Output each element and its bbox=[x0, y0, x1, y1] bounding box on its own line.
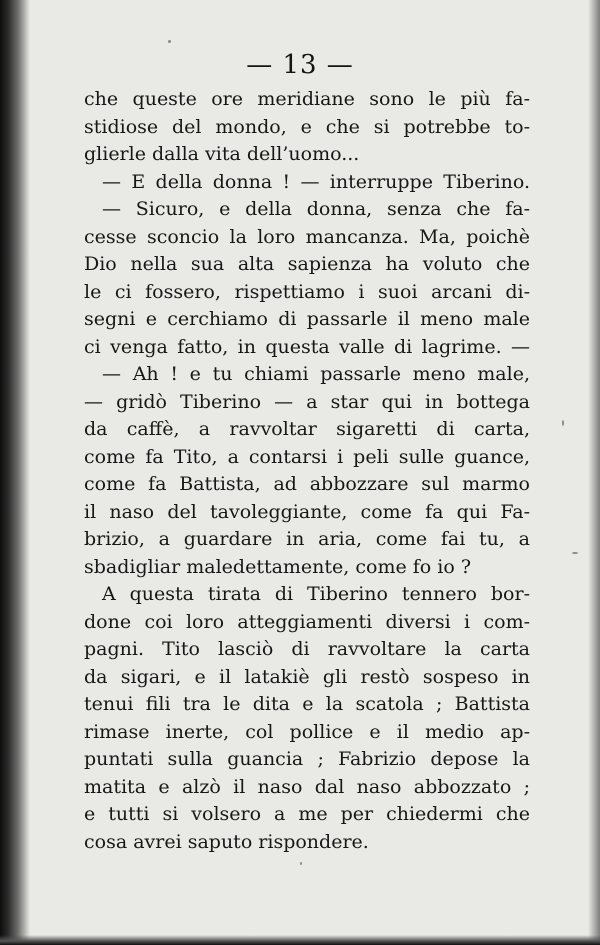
text-line: le ci fossero, rispettiamo i suoi arcani di- bbox=[84, 280, 530, 303]
text-line: ci venga fatto, in questa valle di lagrime. — bbox=[84, 335, 530, 358]
text-line: Dio nella sua alta sapienza ha voluto che bbox=[84, 253, 530, 275]
text-line: e tutti si volsero a me per chiedermi che bbox=[84, 803, 530, 825]
text-line: come fa Battista, ad abbozzare sul marmo bbox=[84, 473, 530, 495]
text-line: matita e alzò il naso dal naso abbozzato ; bbox=[84, 775, 530, 798]
text-line: brizio, a guardare in aria, come fai tu, a bbox=[84, 528, 530, 550]
text-line: il naso del tavoleggiante, come fa qui Fa- bbox=[84, 500, 530, 523]
text-line: segni e cerchiamo di passarle il meno male bbox=[84, 308, 530, 330]
text-line: — gridò Tiberino — a star qui in bottega bbox=[84, 390, 530, 413]
text-line: — Sicuro, e della donna, senza che fa- bbox=[102, 198, 530, 220]
text-line: da caffè, a ravvoltar sigaretti di carta, bbox=[84, 418, 530, 440]
text-line: A questa tirata di Tiberino tennero bor- bbox=[102, 583, 530, 605]
text-line: che queste ore meridiane sono le più fa- bbox=[84, 88, 530, 110]
text-line: tenui fili tra le dita e la scatola ; Battista bbox=[84, 693, 530, 715]
paper-speck bbox=[572, 552, 578, 554]
text-line: da sigari, e il latakiè gli restò sospeso in bbox=[84, 665, 530, 688]
text-line: puntati sulla guancia ; Fabrizio depose la bbox=[84, 748, 530, 770]
text-line: — E della donna ! — interruppe Tiberino. bbox=[102, 170, 530, 193]
binding-shadow bbox=[0, 0, 30, 945]
text-line: cosa avrei saputo rispondere. bbox=[84, 830, 369, 853]
body-text bbox=[84, 86, 530, 856]
paper-speck bbox=[300, 862, 302, 865]
paper-speck bbox=[562, 420, 564, 426]
text-line: done coi loro atteggiamenti diversi i com- bbox=[84, 610, 530, 633]
text-line: sbadigliar maledettamente, come fo io ? bbox=[84, 555, 472, 578]
text-line: pagni. Tito lasciò di ravvoltare la carta bbox=[84, 638, 530, 660]
text-line: cesse sconcio la loro mancanza. Ma, poichè bbox=[84, 225, 530, 248]
text-line: — Ah ! e tu chiami passarle meno male, bbox=[102, 363, 530, 385]
page-number: — 13 — bbox=[246, 50, 354, 80]
page-edge-shadow bbox=[588, 0, 600, 945]
text-line: glierle dalla vita dell’uomo... bbox=[84, 143, 360, 165]
text-line: rimase inerte, col pollice e il medio ap- bbox=[84, 720, 530, 743]
paper-speck bbox=[168, 40, 171, 43]
text-line: come fa Tito, a contarsi i peli sulle guance, bbox=[84, 445, 530, 468]
text-line: stidiose del mondo, e che si potrebbe to- bbox=[84, 115, 530, 138]
page-bottom-edge bbox=[0, 935, 600, 945]
